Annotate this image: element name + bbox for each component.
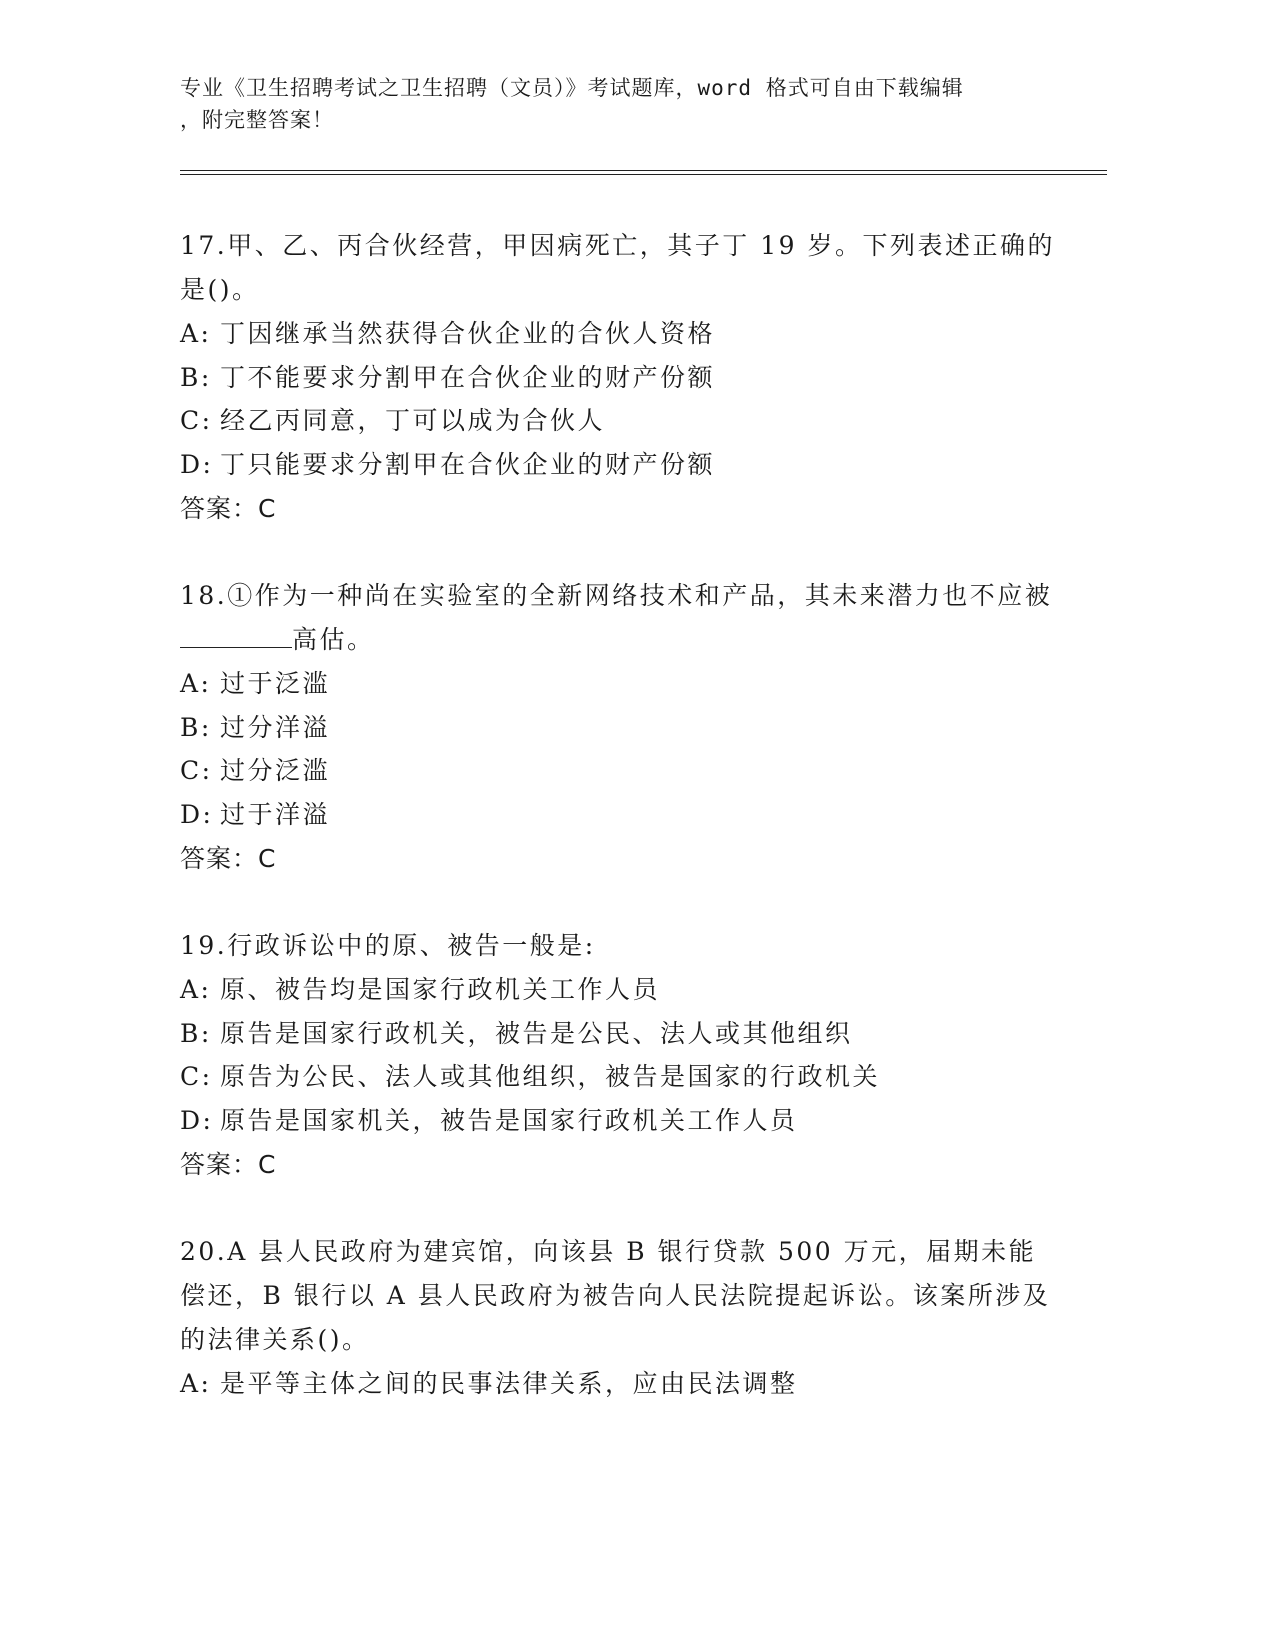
option-text: 丁因继承当然获得合伙企业的合伙人资格 (220, 319, 716, 348)
option-text: 丁不能要求分割甲在合伙企业的财产份额 (220, 362, 716, 392)
header-line-2: ，附完整答案！ (180, 108, 334, 132)
option-text: 原、被告均是国家行政机关工作人员 (220, 975, 661, 1004)
option-a (180, 1362, 1060, 1406)
option-letter: C: (180, 406, 213, 435)
question-stem: 19.行政诉讼中的原、被告一般是: (180, 931, 596, 960)
option-letter: A: (180, 319, 212, 348)
option-d (180, 1099, 1060, 1143)
option-text: 经乙丙同意，丁可以成为合伙人 (220, 406, 606, 435)
option-text: 是平等主体之间的民事法律关系，应由民法调整 (220, 1369, 798, 1398)
option-letter: B: (180, 362, 212, 392)
page-header (180, 72, 1040, 136)
question-list (180, 224, 1060, 1448)
option-letter: C: (180, 756, 213, 785)
option-text: 过分洋溢 (220, 712, 331, 742)
header-line-1: 专业《卫生招聘考试之卫生招聘（文员）》考试题库，word 格式可自由下载编辑 (180, 76, 964, 100)
option-d (180, 443, 1060, 487)
option-text: 过于洋溢 (220, 799, 331, 829)
option-text: 原告是国家机关，被告是国家行政机关工作人员 (220, 1105, 798, 1135)
option-text: 原告是国家行政机关，被告是公民、法人或其他组织 (220, 1018, 853, 1048)
stem-after-blank: 高估。 (292, 625, 375, 654)
option-letter: A: (180, 1369, 212, 1398)
option-d (180, 793, 1060, 837)
option-text: 丁只能要求分割甲在合伙企业的财产份额 (220, 449, 716, 479)
option-c (180, 1055, 1060, 1099)
answer-line: 答案：C (180, 494, 277, 523)
question-stem: 17.甲、乙、丙合伙经营，甲因病死亡，其子丁 19 岁。下列表述正确的是()。 (180, 231, 1055, 304)
option-b (180, 706, 1060, 750)
option-letter: D: (180, 449, 214, 479)
option-text: 原告为公民、法人或其他组织，被告是国家的行政机关 (220, 1062, 881, 1091)
option-text: 过于泛滥 (220, 669, 331, 698)
option-letter: B: (180, 1018, 212, 1048)
question-20 (180, 1230, 1060, 1406)
stem-before-blank: 18.①作为一种尚在实验室的全新网络技术和产品，其未来潜力也不应被 (180, 581, 1053, 610)
option-c (180, 399, 1060, 443)
question-19 (180, 924, 1060, 1188)
option-b (180, 1012, 1060, 1056)
answer-line: 答案：C (180, 844, 277, 873)
option-letter: C: (180, 1062, 213, 1091)
option-a (180, 312, 1060, 356)
question-18 (180, 574, 1060, 882)
option-b (180, 356, 1060, 400)
header-divider (180, 170, 1107, 175)
option-a (180, 662, 1060, 706)
question-17 (180, 224, 1060, 532)
option-letter: A: (180, 669, 212, 698)
question-stem: 20.A 县人民政府为建宾馆，向该县 B 银行贷款 500 万元，届期未能偿还，B 银行以 A 县人民政府为被告向人民法院提起诉讼。该案所涉及的法律关系()。 (180, 1237, 1051, 1354)
option-c (180, 749, 1060, 793)
option-letter: D: (180, 799, 214, 829)
option-letter: D: (180, 1105, 214, 1135)
option-a (180, 968, 1060, 1012)
option-letter: A: (180, 975, 212, 1004)
question-stem (180, 574, 1060, 662)
answer-line: 答案：C (180, 1150, 277, 1179)
option-letter: B: (180, 712, 212, 742)
fill-in-blank (180, 625, 292, 648)
option-text: 过分泛滥 (220, 756, 331, 785)
